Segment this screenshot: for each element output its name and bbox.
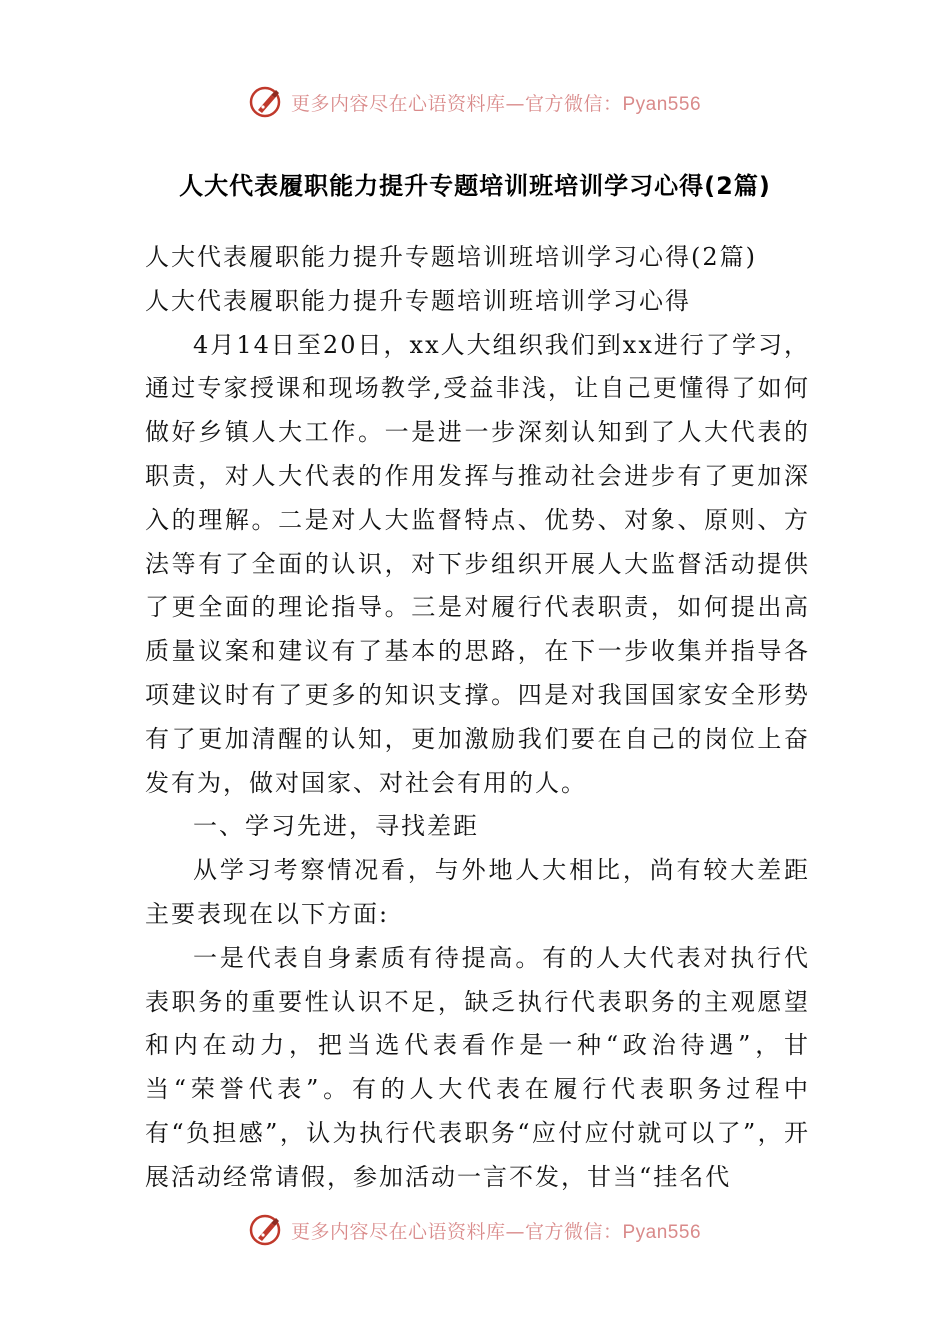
watermark-text: 更多内容尽在心语资料库—官方微信：Pyan556	[290, 92, 702, 115]
pen-nib-logo-icon	[249, 1213, 283, 1247]
body-paragraph: 4月14日至20日，xx人大组织我们到xx进行了学习，通过专家授课和现场教学,受益非浅，让自己更懂得了如何做好乡镇人大工作。一是进一步深刻认知到了人大代表的职责，对人大代表的作用发挥与推动社会进步有了更加深入的理解。二是对人大监督特点、优势、对象、原则、方法等有了全面的认识，对下步组织开展人大监督活动提供了更全面的理论指导。三是对履行代表职责，如何提出高质量议案和建议有了基本的思路，在下一步收集并指导各项建议时有了更多的知识支撑。四是对我国国家安全形势有了更加清醒的认知，更加激励我们要在自己的岗位上奋发有为，做对国家、对社会有用的人。	[145, 330, 810, 797]
watermark-text: 更多内容尽在心语资料库—官方微信：Pyan556	[290, 1220, 702, 1243]
body-paragraph: 人大代表履职能力提升专题培训班培训学习心得(2篇)	[145, 243, 757, 271]
body-paragraph: 从学习考察情况看，与外地人大相比，尚有较大差距主要表现在以下方面:	[145, 856, 810, 928]
document-body	[145, 236, 810, 1200]
section-heading: 一、学习先进，寻找差距	[193, 812, 479, 841]
body-paragraph: 人大代表履职能力提升专题培训班培训学习心得	[145, 286, 691, 315]
document-title: 人大代表履职能力提升专题培训班培训学习心得(2篇)	[179, 172, 771, 200]
body-paragraph: 一是代表自身素质有待提高。有的人大代表对执行代表职务的重要性认识不足，缺乏执行代表职务的主观愿望和内在动力，把当选代表看作是一种“政治待遇”，甘当“荣誉代表”。有的人大代表在履行代表职务过程中有“负担感”，认为执行代表职务“应付应付就可以了”，开展活动经常请假，参加活动一言不发，甘当“挂名代	[145, 943, 810, 1191]
watermark-banner-top	[0, 82, 950, 122]
watermark-banner-bottom	[0, 1210, 950, 1250]
pen-nib-logo-icon	[249, 85, 283, 119]
